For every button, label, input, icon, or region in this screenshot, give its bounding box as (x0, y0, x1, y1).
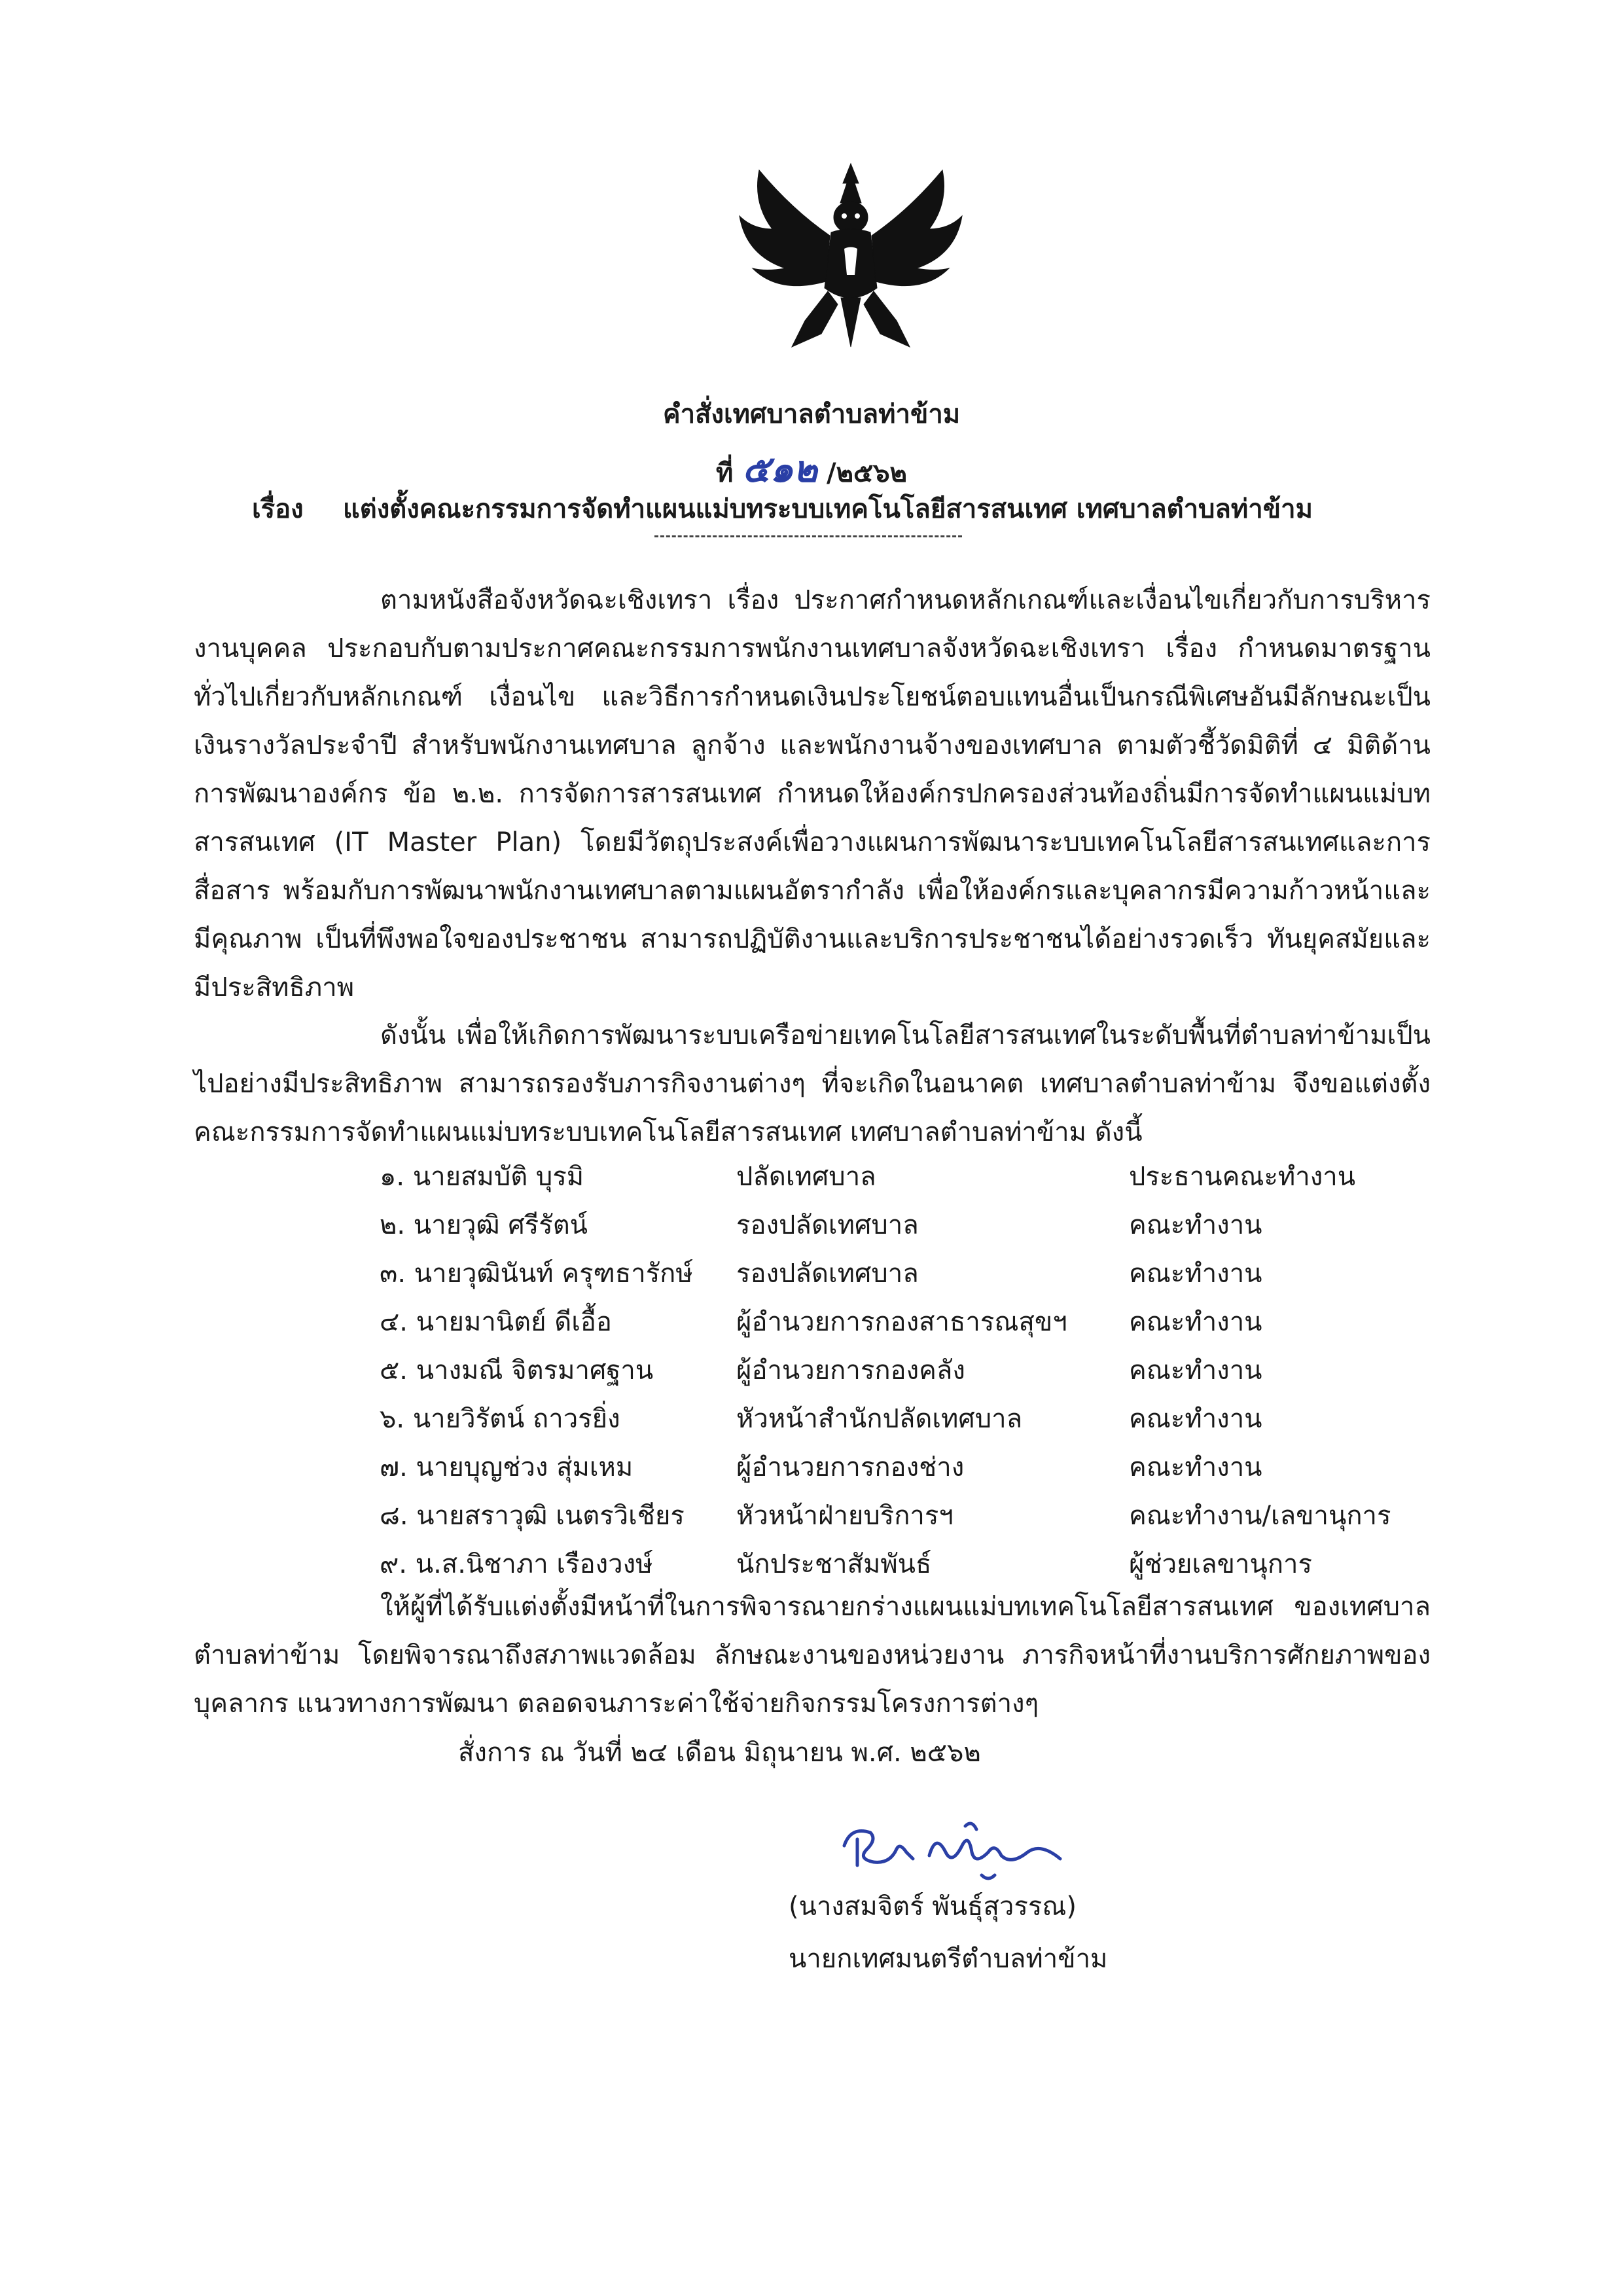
member-name: ๕. นางมณี จิตรมาศฐาน (380, 1355, 654, 1386)
member-name: ๘. นายสราวุฒิ เนตรวิเชียร (380, 1501, 685, 1531)
signer-name: (นางสมจิตร์ พันธุ์สุวรรณ) (789, 1892, 1077, 1922)
member-position: หัวหน้าสำนักปลัดเทศบาล (736, 1404, 1023, 1434)
member-row (380, 1394, 1440, 1443)
order-number-prefix: ที่ (715, 458, 734, 488)
member-position: ปลัดเทศบาล (736, 1162, 876, 1192)
member-row (380, 1346, 1440, 1394)
member-position: ผู้อำนวยการกองสาธารณสุขฯ (736, 1307, 1067, 1337)
member-role: คณะทำงาน (1129, 1210, 1262, 1240)
member-list (380, 1152, 1440, 1588)
member-name: ๙. น.ส.นิชาภา เรืองวงษ์ (380, 1549, 653, 1579)
member-role: ประธานคณะทำงาน (1129, 1162, 1356, 1192)
member-position: นักประชาสัมพันธ์ (736, 1549, 932, 1579)
order-number-suffix: /๒๕๖๒ (827, 458, 908, 488)
garuda-emblem-icon (713, 157, 988, 353)
member-name: ๒. นายวุฒิ ศรีรัตน์ (380, 1210, 588, 1240)
member-name: ๗. นายบุญช่วง สุ่มเหม (380, 1452, 633, 1482)
member-role: คณะทำงาน (1129, 1307, 1262, 1337)
member-position: ผู้อำนวยการกองคลัง (736, 1355, 965, 1386)
ordered-date: สั่งการ ณ วันที่ ๒๔ เดือน มิถุนายน พ.ศ. ๒๕๖๒ (458, 1738, 981, 1768)
member-role: คณะทำงาน (1129, 1404, 1262, 1434)
member-role: ผู้ช่วยเลขานุการ (1129, 1549, 1312, 1579)
separator-line (654, 535, 962, 537)
member-position: หัวหน้าฝ่ายบริการฯ (736, 1501, 954, 1531)
subject-line (252, 488, 1495, 529)
paragraph-background: ตามหนังสือจังหวัดฉะเชิงเทรา เรื่อง ประกาศกำหนดหลักเกณฑ์และเงื่อนไขเกี่ยวกับการบริหารงานบุคคล ประกอบกับตามประกาศคณะกรรมการพนักงานเทศบาลจังหวัดฉะเชิงเทรา เรื่อง กำหนดมาตรฐานทั่วไปเกี่ยวกับหลักเกณฑ์ เงื่อนไข และวิธีการกำหนดเงินประโยชน์ตอบแทนอื่นเป็นกรณีพิเศษอันมีลักษณะเป็นเงินรางวัลประจำปี สำหรับพนักงานเทศบาล ลูกจ้าง และพนักงานจ้างของเทศบาล ตามตัวชี้วัดมิติที่ ๔ มิติด้านการพัฒนาองค์กร ข้อ ๒.๒. การจัดการสารสนเทศ กำหนดให้องค์กรปกครองส่วนท้องถิ่นมีการจัดทำแผนแม่บทสารสนเทศ (IT Master Plan) โดยมีวัตถุประสงค์เพื่อวางแผนการพัฒนาระบบเทคโนโลยีสารสนเทศและการสื่อสาร พร้อมกับการพัฒนาพนักงานเทศบาลตามแผนอัตรากำลัง เพื่อให้องค์กรและบุคลากรมีความก้าวหน้าและมีคุณภาพ เป็นที่พึงพอใจของประชาชน สามารถปฏิบัติงานและบริการประชาชนได้อย่างรวดเร็ว ทันยุคสมัยและมีประสิทธิภาพ (194, 585, 1431, 1003)
member-row (380, 1152, 1440, 1200)
member-role: คณะทำงาน (1129, 1259, 1262, 1289)
member-row (380, 1297, 1440, 1346)
member-role: คณะทำงาน (1129, 1355, 1262, 1386)
member-role: คณะทำงาน/เลขานุการ (1129, 1501, 1391, 1531)
member-position: ผู้อำนวยการกองช่าง (736, 1452, 965, 1482)
member-name: ๖. นายวิรัตน์ ถาวรยิ่ง (380, 1404, 620, 1434)
member-name: ๔. นายมานิตย์ ดีเอื้อ (380, 1307, 612, 1337)
member-row (380, 1491, 1440, 1539)
signature-icon (831, 1813, 1080, 1892)
subject-label: เรื่อง (252, 494, 304, 524)
paragraph-duties: ให้ผู้ที่ได้รับแต่งตั้งมีหน้าที่ในการพิจารณายกร่างแผนแม่บทเทคโนโลยีสารสนเทศ ของเทศบาลตำบลท่าข้าม โดยพิจารณาถึงสภาพแวดล้อม ลักษณะงานของหน่วยงาน ภารกิจหน้าที่งานบริการศักยภาพของบุคลากร แนวทางการพัฒนา ตลอดจนภาระค่าใช้จ่ายกิจกรรมโครงการต่างๆ (194, 1592, 1431, 1719)
member-role: คณะทำงาน (1129, 1452, 1262, 1482)
member-row (380, 1200, 1440, 1249)
member-position: รองปลัดเทศบาล (736, 1210, 919, 1240)
order-title: คำสั่งเทศบาลตำบลท่าข้าม (662, 399, 961, 429)
paragraph-appointment: ดังนั้น เพื่อให้เกิดการพัฒนาระบบเครือข่ายเทคโนโลยีสารสนเทศในระดับพื้นที่ตำบลท่าข้ามเป็นไปอย่างมีประสิทธิภาพ สามารถรองรับภารกิจงานต่างๆ ที่จะเกิดในอนาคต เทศบาลตำบลท่าข้าม จึงขอแต่งตั้งคณะกรรมการจัดทำแผนแม่บทระบบเทคโนโลยีสารสนเทศ เทศบาลตำบลท่าข้าม ดังนี้ (194, 1020, 1431, 1147)
member-row (380, 1443, 1440, 1491)
member-position: รองปลัดเทศบาล (736, 1259, 919, 1289)
order-number-handwritten: ๕๑๒ (742, 448, 818, 491)
member-row (380, 1539, 1440, 1588)
member-name: ๑. นายสมบัติ บุรมิ (380, 1162, 584, 1192)
subject-text: แต่งตั้งคณะกรรมการจัดทำแผนแม่บทระบบเทคโนโลยีสารสนเทศ เทศบาลตำบลท่าข้าม (342, 494, 1313, 524)
member-name: ๓. นายวุฒินันท์ ครุฑธารักษ์ (380, 1259, 693, 1289)
member-row (380, 1249, 1440, 1297)
signer-position: นายกเทศมนตรีตำบลท่าข้าม (789, 1944, 1108, 1974)
